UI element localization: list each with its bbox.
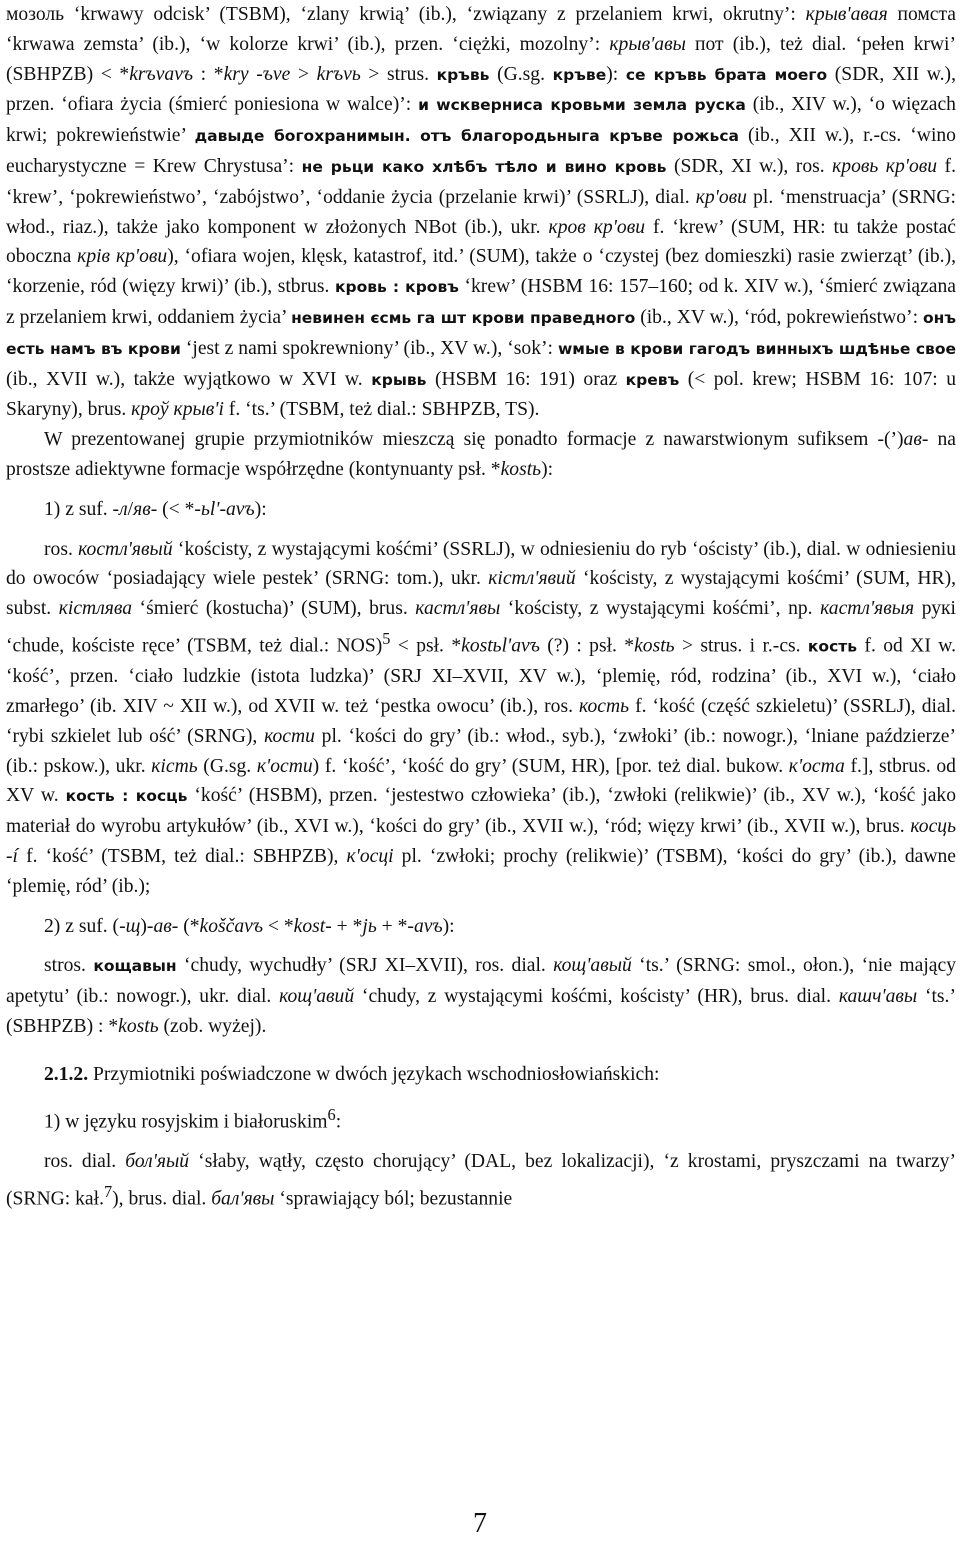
page-body: [6, 0, 956, 1214]
section-heading: 2.1.2. Przymiotniki poświadczone w dwóch językach wschodniosłowiańskich:: [44, 1063, 660, 1085]
spacer: [6, 1042, 956, 1060]
spacer: [6, 485, 956, 495]
list-heading: 1) w języku rosyjskim i białoruskim$^6$:: [44, 1104, 342, 1133]
paragraph: ros. костл'явый ‘kościsty, z wystającymi kośćmi’ (SSRLJ), w odniesieniu do ryb ‘ościsty’ (ib.), dial. w odniesieniu do owoców ‘posiadający wiele pestek’ (SRNG: tom.), ukr. кістл'явий ‘kościsty, z wystającymi kośćmi’ (SUM, HR), subst. кістлява ‘śmierć (kostucha)’ (SUM), brus. кастл'явы ‘kościsty, z wystającymi kośćmi’, np. кастл'явыя рукі ‘chude, kościste ręce’ (TSBM, też dial.: NOS)$^5$ < psł. *kostьl'avъ (?) : psł. *kostь > strus. i r.-cs. кость f. od XI w. ‘kość’, przen. ‘ciało ludzkie (istota ludzka)’ (SRJ XI–XVII, XV w.), ‘plemię, ród, rodzina’ (ib., XVI w.), ‘ciało zmarłego’ (ib. XIV ~ XII w.), od XVII w. też ‘pestka owocu’ (ib.), ros. кость f. ‘kość (część szkieletu)’ (SSRLJ), dial. ‘rybi szkielet lub ość’ (SRNG), кости pl. ‘kości do gry’ (ib.: włod., syb.), ‘zwłoki’ (ib.: nowogr.), ‘lniane paździerze’ (ib.: pskow.), ukr. кість (G.sg. к'ости) f. ‘kość’, ‘kość do gry’ (SUM, HR), [por. też dial. bukow. к'оста f.], stbrus. od XV w. кость : косць ‘kość’ (HSBM), przen. ‘jestestwo człowieka’ (ib.), ‘zwłoki (relikwie)’ (ib., XV w.), ‘kość jako materiał do wyrobu artykułów’ (ib., XVI w.), ‘kości do gry’ (ib., XVII w.), ‘ród; więzy krwi’ (ib., XVII w.), brus. косць -í f. ‘kość’ (TSBM, też dial.: SBHPZB), к'осці pl. ‘zwłoki; prochy (relikwie)’ (TSBM), ‘kości do gry’ (ib.), dawne ‘plemię, ród’ (ib.);: [6, 538, 956, 897]
spacer: [6, 525, 956, 535]
spacer: [6, 1137, 956, 1147]
spacer: [6, 902, 956, 912]
paragraph: мозоль ‘krwawy odcisk’ (TSBM), ‘zlany krwią’ (ib.), ‘związany z przelaniem krwi, okrutny’: крыв'авая помста ‘krwawa zemsta’ (ib.), ‘w kolorze krwi’ (ib.), przen. ‘ciężki, mozolny’: крыв'авы пот (ib.), też dial. ‘pełen krwi’ (SBHPZB) < *krъvavъ : *kry -ъve > krъvь > strus. кръвь (G.sg. кръве): се кръвь брата моего (SDR, XII w.), przen. ‘ofiara życia (śmierć poniesiona w walce)’: и wскверниса кровьми земла руска (ib., XIV w.), ‘o więzach krwi; pokrewieństwie’ давыде богохранимын. отъ благородьныга кръве рожьса (ib., XII w.), r.-cs. ‘wino eucharystyczne = Krew Chrystusa’: не рьци како хлѣбъ тѣло и вино кровь (SDR, XI w.), ros. кровь кр'ови f. ‘krew’, ‘pokrewieństwo’, ‘zabójstwo’, ‘oddanie życia (przelanie krwi)’ (SSRLJ), dial. кр'ови pl. ‘menstruacja’ (SRNG: włod., riaz.), także jako komponent w złożonych NBot (ib.), ukr. кров кр'ови f. ‘krew’ (SUM, HR: tu także postać oboczna крів кр'ови), ‘ofiara wojen, klęsk, katastrof, itd.’ (SUM), także o ‘czystej (bez domieszki) rasie zwierząt’ (ib.), ‘korzenie, ród (więzy krwi)’ (ib.), stbrus. кровь : кровъ ‘krew’ (HSBM 16: 157–160; od k. XIV w.), ‘śmierć związana z przelaniem krwi, oddaniem życia’ невинен єсмь га шт крови праведного (ib., XV w.), ‘ród, pokrewieństwo’: онъ есть намъ въ крови ‘jest z nami spokrewniony’ (ib., XV w.), ‘sok’: wмые в крови гагодъ винныхъ шдѣнье свое (ib., XVII w.), także wyjątkowo w XVI w. крывь (HSBM 16: 191) oraz кревъ (< pol. krew; HSBM 16: 107: u Skaryny), brus. кроў крыв'і f. ‘ts.’ (TSBM, też dial.: SBHPZB, TS).: [6, 4, 957, 421]
paragraph: ros. dial. бол'яый ‘słaby, wątły, często chorujący’ (DAL, bez lokalizacji), ‘z krostami, pryszczami na twarzy’ (SRNG: kał.$^7$), brus. dial. бал'явы ‘sprawiający ból; bezustannie: [6, 1150, 956, 1210]
spacer: [6, 1090, 956, 1100]
paragraph: stros. кощавын ‘chudy, wychudły’ (SRJ XI–XVII), ros. dial. кощ'авый ‘ts.’ (SRNG: smol., ołon.), ‘nie mający apetytu’ (ib.: nowogr.), ukr. dial. кощ'авий ‘chudy, z wystającymi kośćmi, kościsty’ (HR), brus. dial. кашч'авы ‘ts.’ (SBHPZB) : *kostь (zob. wyżej).: [6, 955, 956, 1038]
spacer: [6, 941, 956, 951]
paragraph: W prezentowanej grupie przymiotników mieszczą się ponadto formacje z nawarstwionym sufiksem -(’)ав- na prostsze adiektywne formacje współrzędne (kontynuanty psł. *kostь):: [6, 429, 957, 480]
list-heading: 1) z suf. -л/яв- (< *-ьl'-avъ):: [44, 498, 267, 520]
page-number: 7: [473, 1508, 487, 1539]
list-heading: 2) z suf. (-щ)-ав- (*koščavъ < *kost- + *jь + *-avъ):: [44, 915, 455, 937]
